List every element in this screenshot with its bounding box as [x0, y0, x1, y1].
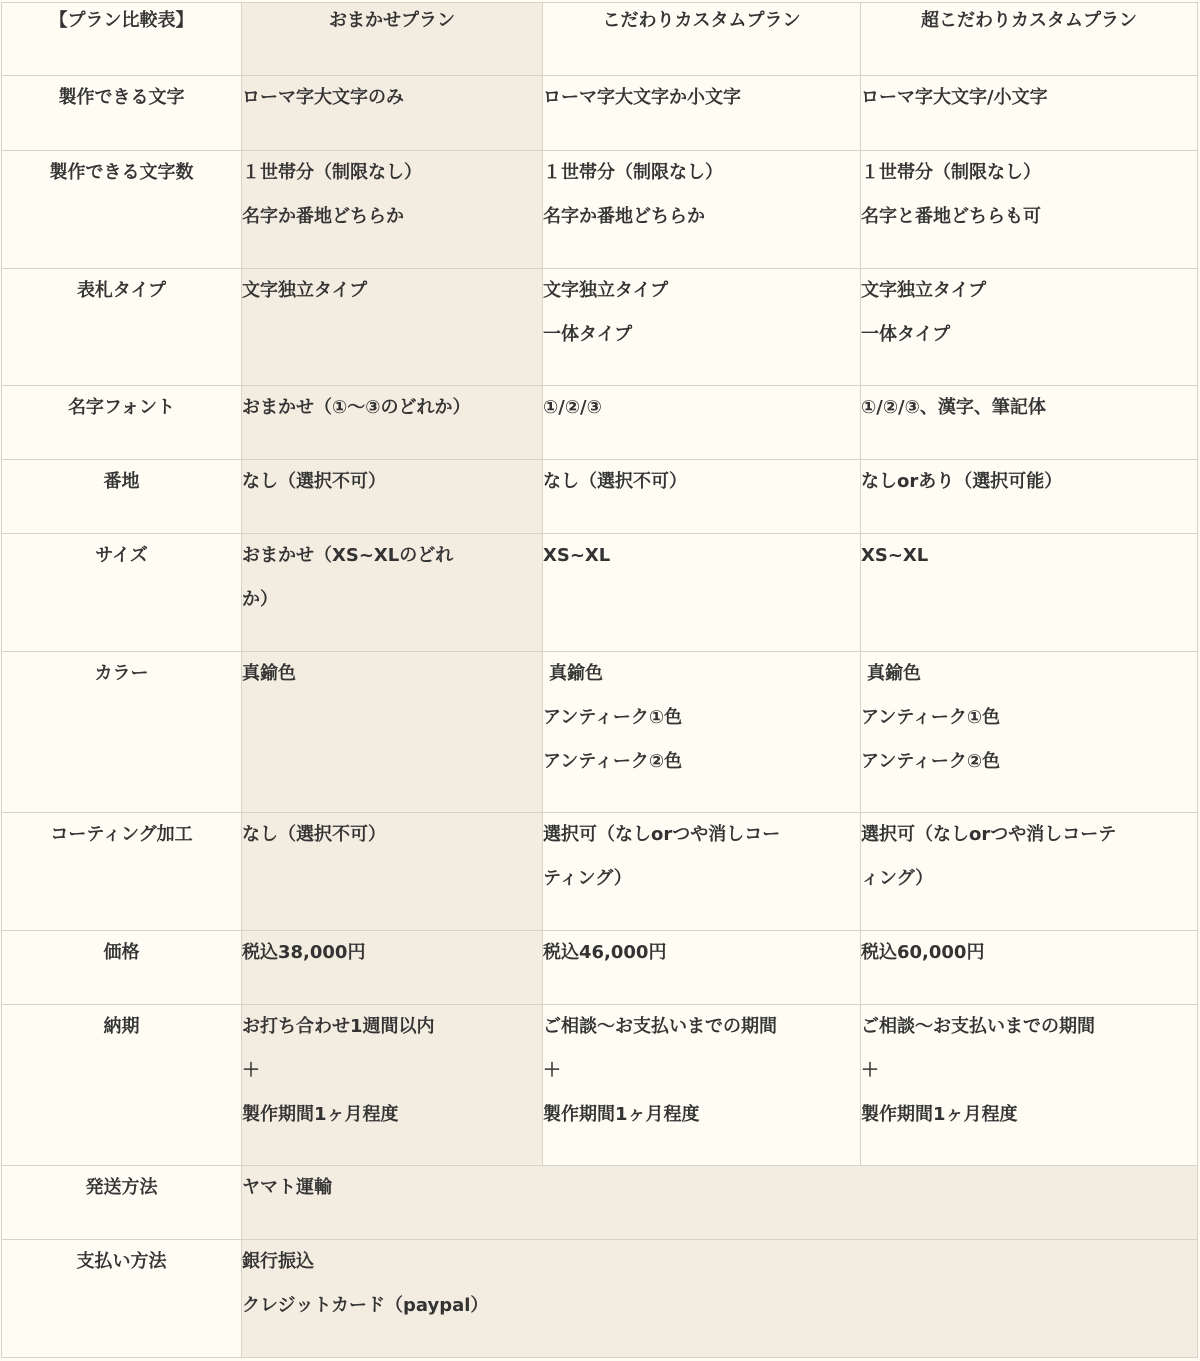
table-row [2, 813, 1198, 931]
cell-line: ＋ [543, 1060, 561, 1081]
cell-line: アンティーク②色 [543, 751, 683, 772]
cell-line: なしorあり（選択可能） [861, 471, 1063, 492]
table-row [2, 1166, 1198, 1240]
row-label-text: サイズ [95, 545, 148, 566]
omakase-cell [242, 534, 543, 652]
omakase-cell [242, 76, 543, 151]
row-label [2, 652, 242, 813]
row-label-text: カラー [94, 663, 149, 684]
row-label [2, 1005, 242, 1166]
cell-line: 一体タイプ [543, 324, 633, 345]
plan-kodawari-header: こだわりカスタムプラン [543, 3, 861, 76]
row-label-text: 製作できる文字数 [49, 162, 194, 183]
cell-line: 一体タイプ [861, 324, 951, 345]
cell-line: 製作期間1ヶ月程度 [861, 1104, 1018, 1125]
cho-kodawari-cell [861, 1005, 1198, 1166]
row-label [2, 386, 242, 460]
cell-line: 製作期間1ヶ月程度 [543, 1104, 700, 1125]
cell-line: １世帯分（制限なし） [242, 162, 422, 183]
row-label [2, 931, 242, 1005]
cell-line: お打ち合わせ1週間以内 [242, 1016, 435, 1037]
table-row [2, 652, 1198, 813]
cell-line: 製作期間1ヶ月程度 [242, 1104, 399, 1125]
row-label [2, 76, 242, 151]
kodawari-cell [543, 813, 861, 931]
cell-line: 真鍮色 [242, 663, 296, 684]
kodawari-cell [543, 269, 861, 386]
cell-line: ①/②/③、漢字、筆記体 [861, 397, 1046, 418]
row-label-text: 番地 [103, 471, 140, 492]
table-title: 【プラン比較表】 [2, 3, 242, 76]
cho-kodawari-cell [861, 652, 1198, 813]
omakase-cell [242, 151, 543, 269]
omakase-cell [242, 652, 543, 813]
kodawari-cell [543, 460, 861, 534]
cho-kodawari-cell [861, 460, 1198, 534]
table-row [2, 460, 1198, 534]
cell-line: ローマ字大文字のみ [242, 87, 404, 108]
table-row [2, 1005, 1198, 1166]
table-row [2, 386, 1198, 460]
cell-line: XS~XL [861, 545, 929, 566]
row-label [2, 1166, 242, 1240]
kodawari-cell [543, 1005, 861, 1166]
cho-kodawari-cell [861, 269, 1198, 386]
cell-line: おまかせ（①〜③のどれか） [242, 397, 471, 418]
omakase-cell [242, 1005, 543, 1166]
cell-line: か） [242, 589, 278, 610]
cho-kodawari-cell [861, 534, 1198, 652]
cell-line: XS~XL [543, 545, 611, 566]
row-label [2, 151, 242, 269]
kodawari-price-cell [543, 931, 861, 1005]
cell-line: 選択可（なしorつや消しコーテ [861, 824, 1117, 845]
table-row [2, 931, 1198, 1005]
plan-omakase-header: おまかせプラン [242, 3, 543, 76]
plan-comparison-table [1, 2, 1198, 1358]
table-row [2, 76, 1198, 151]
row-label-text: 製作できる文字 [58, 87, 185, 108]
cho-kodawari-cell [861, 386, 1198, 460]
kodawari-cell [543, 76, 861, 151]
cell-line: ローマ字大文字/小文字 [861, 87, 1048, 108]
cell-line: ①/②/③ [543, 397, 602, 418]
cho-kodawari-cell [861, 151, 1198, 269]
cell-line: おまかせ（XS~XLのどれ [242, 545, 454, 566]
cell-line: 名字か番地どちらか [543, 206, 705, 227]
cell-line: 銀行振込 [242, 1251, 314, 1272]
cell-line: １世帯分（制限なし） [861, 162, 1041, 183]
cell-line: ローマ字大文字か小文字 [543, 87, 741, 108]
cell-line: なし（選択不可） [242, 824, 386, 845]
cell-line: 選択可（なしorつや消しコー [543, 824, 781, 845]
cell-line: なし（選択不可） [543, 471, 687, 492]
cell-line: なし（選択不可） [242, 471, 386, 492]
cell-line: アンティーク②色 [861, 751, 1001, 772]
row-label [2, 813, 242, 931]
omakase-price-cell [242, 931, 543, 1005]
payment-cell [242, 1240, 1198, 1358]
cell-line: アンティーク①色 [543, 707, 683, 728]
cell-line: ご相談〜お支払いまでの期間 [861, 1016, 1095, 1037]
table-row [2, 269, 1198, 386]
cell-line: ＋ [242, 1060, 260, 1081]
row-label-text: 支払い方法 [76, 1251, 167, 1272]
kodawari-cell [543, 652, 861, 813]
cho-kodawari-price-cell [861, 931, 1198, 1005]
cho-kodawari-cell [861, 813, 1198, 931]
cell-line: ＋ [861, 1060, 879, 1081]
row-label [2, 460, 242, 534]
cell-line: 真鍮色 [867, 663, 921, 684]
cell-line: １世帯分（制限なし） [543, 162, 723, 183]
kodawari-cell [543, 151, 861, 269]
row-label-text: 価格 [103, 942, 140, 963]
row-label-text: 発送方法 [85, 1177, 158, 1198]
shipping-cell [242, 1166, 1198, 1240]
table-row [2, 534, 1198, 652]
omakase-cell [242, 460, 543, 534]
cell-line: 文字独立タイプ [543, 280, 669, 301]
kodawari-cell [543, 534, 861, 652]
row-label [2, 1240, 242, 1358]
price-text: 税込46,000円 [543, 942, 667, 963]
row-label [2, 269, 242, 386]
table-row [2, 151, 1198, 269]
cell-line: ティング） [543, 868, 632, 889]
row-label-text: 納期 [103, 1016, 140, 1037]
cell-line: 名字か番地どちらか [242, 206, 404, 227]
table-header-row [2, 3, 1198, 76]
cell-line: 名字と番地どちらも可 [861, 206, 1041, 227]
table-row [2, 1240, 1198, 1358]
cell-line: ィング） [861, 868, 934, 889]
cell-line: ヤマト運輸 [242, 1177, 332, 1198]
cell-line: アンティーク①色 [861, 707, 1001, 728]
row-label-text: コーティング加工 [50, 824, 193, 845]
row-label [2, 534, 242, 652]
kodawari-cell [543, 386, 861, 460]
plan-cho-kodawari-header: 超こだわりカスタムプラン [861, 3, 1198, 76]
omakase-cell [242, 269, 543, 386]
cho-kodawari-cell [861, 76, 1198, 151]
cell-line: 真鍮色 [549, 663, 603, 684]
price-text: 税込38,000円 [242, 942, 366, 963]
cell-line: ご相談〜お支払いまでの期間 [543, 1016, 777, 1037]
price-text: 税込60,000円 [861, 942, 985, 963]
cell-line: クレジットカード（paypal） [242, 1295, 489, 1316]
row-label-text: 表札タイプ [76, 280, 167, 301]
cell-line: 文字独立タイプ [861, 280, 987, 301]
omakase-cell [242, 813, 543, 931]
cell-line: 文字独立タイプ [242, 280, 368, 301]
row-label-text: 名字フォント [67, 397, 176, 418]
omakase-cell [242, 386, 543, 460]
